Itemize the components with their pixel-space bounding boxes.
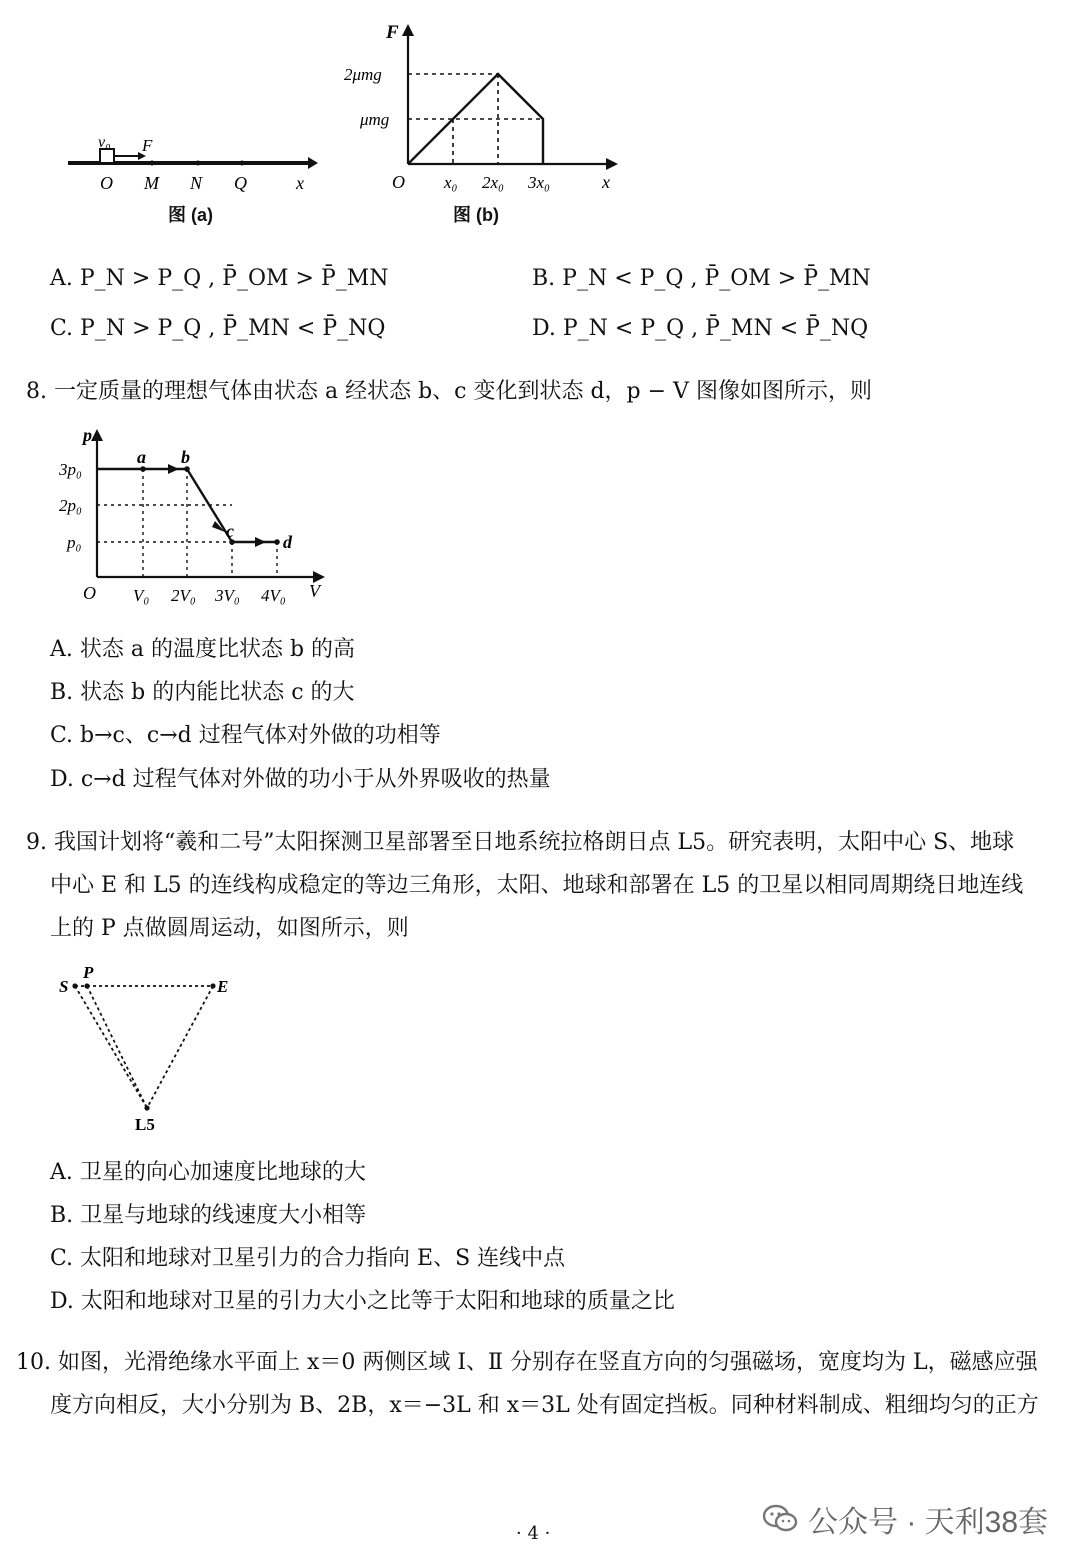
point-b: b bbox=[181, 447, 190, 467]
q8-option-c: C. b→c、c→d 过程气体对外做的功相等 bbox=[50, 723, 441, 748]
figure-b-caption: 图 (b) bbox=[453, 205, 499, 225]
tick-V0: V₀ bbox=[133, 586, 150, 605]
axis-x: x bbox=[296, 173, 304, 193]
label-S: S bbox=[59, 977, 69, 996]
q8-option-a: A. 状态 a 的温度比状态 b 的高 bbox=[50, 637, 356, 662]
axis-V: V bbox=[309, 581, 320, 601]
axis-p: p bbox=[83, 425, 92, 445]
figure-b bbox=[340, 22, 630, 197]
q8-option-d: D. c→d 过程气体对外做的功小于从外界吸收的热量 bbox=[50, 767, 551, 792]
q9-stem-line-2: 中心 E 和 L5 的连线构成稳定的等边三角形，太阳、地球和部署在 L5 的卫星以相同周期绕日地连线 bbox=[50, 873, 1024, 898]
axis-x: x bbox=[602, 172, 610, 192]
axis-F: F bbox=[386, 22, 399, 43]
q9-option-d: D. 太阳和地球对卫星的引力大小之比等于太阳和地球的质量之比 bbox=[50, 1289, 675, 1314]
watermark bbox=[762, 1497, 1048, 1541]
q7-option-d: D. P_N < P_Q , P̄_MN < P̄_NQ bbox=[532, 316, 869, 341]
tick-p0: p₀ bbox=[67, 533, 82, 552]
q10-stem-line-2: 度方向相反，大小分别为 B、2B，x＝−3L 和 x＝3L 处有固定挡板。同种材料制成、粗细均匀的正方 bbox=[50, 1393, 1039, 1418]
tick-2x0: 2x₀ bbox=[482, 173, 504, 192]
tick-3x0: 3x₀ bbox=[528, 173, 550, 192]
tick-x0: x₀ bbox=[444, 173, 458, 192]
point-Q: Q bbox=[234, 173, 247, 193]
label-P: P bbox=[83, 963, 94, 982]
tick-umg: μmg bbox=[360, 110, 390, 129]
figure-a-caption: 图 (a) bbox=[168, 205, 213, 225]
point-d: d bbox=[283, 532, 292, 552]
q7-option-a: A. P_N > P_Q , P̄_OM > P̄_MN bbox=[50, 266, 389, 291]
tick-2umg: 2μmg bbox=[344, 65, 382, 84]
origin-O: O bbox=[83, 583, 96, 603]
label-E: E bbox=[217, 977, 229, 996]
q9-stem-line-1: 9. 我国计划将“羲和二号”太阳探测卫星部署至日地系统拉格朗日点 L5。研究表明，太阳中心 S、地球 bbox=[26, 830, 1015, 855]
point-N: N bbox=[190, 173, 203, 193]
q7-option-b: B. P_N < P_Q , P̄_OM > P̄_MN bbox=[532, 266, 871, 291]
q8-stem: 8. 一定质量的理想气体由状态 a 经状态 b、c 变化到状态 d，p − V 图像如图所示，则 bbox=[26, 379, 872, 404]
watermark-text: 公众号 · 天利38套 bbox=[808, 1506, 1049, 1539]
lagrange-triangle-diagram bbox=[55, 962, 245, 1137]
q8-option-b: B. 状态 b 的内能比状态 c 的大 bbox=[50, 680, 355, 705]
q7-option-c: C. P_N > P_Q , P̄_MN < P̄_NQ bbox=[50, 316, 386, 341]
tick-2V0: 2V₀ bbox=[171, 586, 196, 605]
force-label: F bbox=[142, 136, 153, 155]
point-O: O bbox=[100, 173, 113, 193]
tick-3V0: 3V₀ bbox=[215, 586, 240, 605]
page-number: · 4 · bbox=[516, 1523, 551, 1544]
tick-4V0: 4V₀ bbox=[261, 586, 286, 605]
point-c: c bbox=[226, 521, 234, 541]
wechat-icon bbox=[762, 1503, 798, 1535]
q10-stem-line-1: 10. 如图，光滑绝缘水平面上 x＝0 两侧区域 Ⅰ、Ⅱ 分别存在竖直方向的匀强磁场，宽度均为 L，磁感应强 bbox=[16, 1350, 1038, 1375]
q9-option-c: C. 太阳和地球对卫星引力的合力指向 E、S 连线中点 bbox=[50, 1246, 566, 1271]
q9-option-b: B. 卫星与地球的线速度大小相等 bbox=[50, 1203, 367, 1228]
v0-label: v₀ bbox=[98, 135, 111, 151]
point-M: M bbox=[144, 173, 159, 193]
q9-option-a: A. 卫星的向心加速度比地球的大 bbox=[50, 1160, 366, 1185]
label-L5: L5 bbox=[135, 1115, 155, 1134]
tick-2p0: 2p₀ bbox=[59, 496, 82, 515]
pv-diagram bbox=[55, 425, 340, 610]
q9-stem-line-3: 上的 P 点做圆周运动，如图所示，则 bbox=[50, 916, 409, 941]
point-a: a bbox=[137, 447, 146, 467]
tick-3p0: 3p₀ bbox=[59, 460, 82, 479]
origin-O: O bbox=[392, 172, 405, 192]
